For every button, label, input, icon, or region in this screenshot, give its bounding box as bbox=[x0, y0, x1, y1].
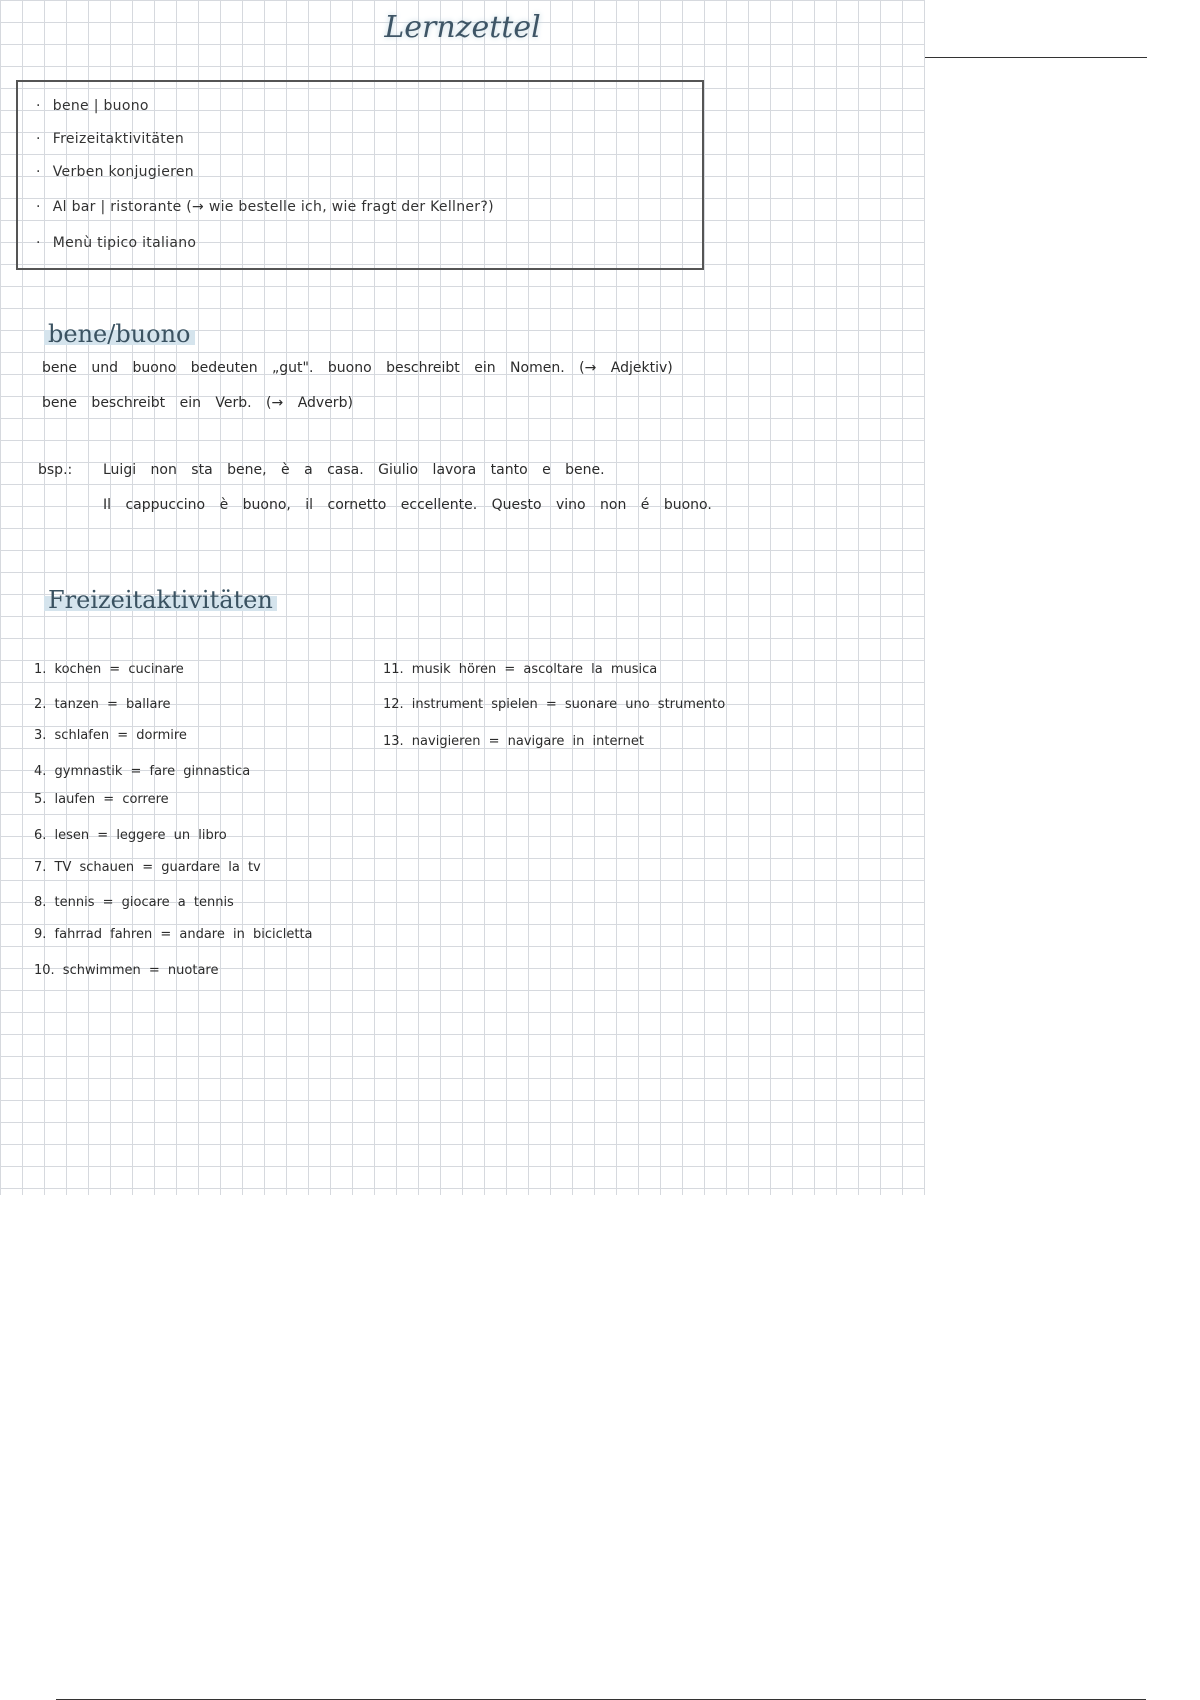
example-label: bsp.: bbox=[38, 462, 73, 478]
bene-line-1: bene und buono bedeuten „gut". buono beschreibt ein Nomen. (→ Adjektiv) bbox=[42, 360, 673, 376]
vocab-item: 10. schwimmen = nuotare bbox=[34, 963, 219, 978]
vocab-item: 12. instrument spielen = suonare uno strumento bbox=[383, 697, 726, 712]
vocab-item: 3. schlafen = dormire bbox=[34, 728, 187, 743]
contents-box bbox=[16, 80, 704, 270]
vocab-item: 13. navigieren = navigare in internet bbox=[383, 734, 644, 749]
vocab-item: 6. lesen = leggere un libro bbox=[34, 828, 227, 843]
section-heading-freizeit: Freizeitaktivitäten bbox=[44, 586, 277, 614]
contents-item: · Al bar | ristorante (→ wie bestelle ich, wie fragt der Kellner?) bbox=[36, 199, 494, 215]
vocab-item: 4. gymnastik = fare ginnastica bbox=[34, 764, 251, 779]
example-line-2: Il cappuccino è buono, il cornetto eccellente. Questo vino non é buono. bbox=[103, 497, 712, 513]
contents-item: · Verben konjugieren bbox=[36, 164, 194, 180]
contents-item: · bene | buono bbox=[36, 98, 149, 114]
vocab-item: 9. fahrrad fahren = andare in bicicletta bbox=[34, 927, 313, 942]
vocab-item: 5. laufen = correre bbox=[34, 792, 169, 807]
contents-item: · Menù tipico italiano bbox=[36, 235, 196, 251]
vocab-item: 7. TV schauen = guardare la tv bbox=[34, 860, 261, 875]
example-line-1: Luigi non sta bene, è a casa. Giulio lavora tanto e bene. bbox=[103, 462, 605, 478]
vocab-item: 8. tennis = giocare a tennis bbox=[34, 895, 234, 910]
section-heading-bene: bene/buono bbox=[44, 320, 195, 348]
contents-item: · Freizeitaktivitäten bbox=[36, 131, 184, 147]
page-title: Lernzettel bbox=[384, 10, 541, 45]
vocab-item: 1. kochen = cucinare bbox=[34, 662, 184, 677]
vocab-item: 11. musik hören = ascoltare la musica bbox=[383, 662, 658, 677]
bene-line-2: bene beschreibt ein Verb. (→ Adverb) bbox=[42, 395, 353, 411]
vocab-item: 2. tanzen = ballare bbox=[34, 697, 171, 712]
top-rule bbox=[925, 57, 1147, 58]
